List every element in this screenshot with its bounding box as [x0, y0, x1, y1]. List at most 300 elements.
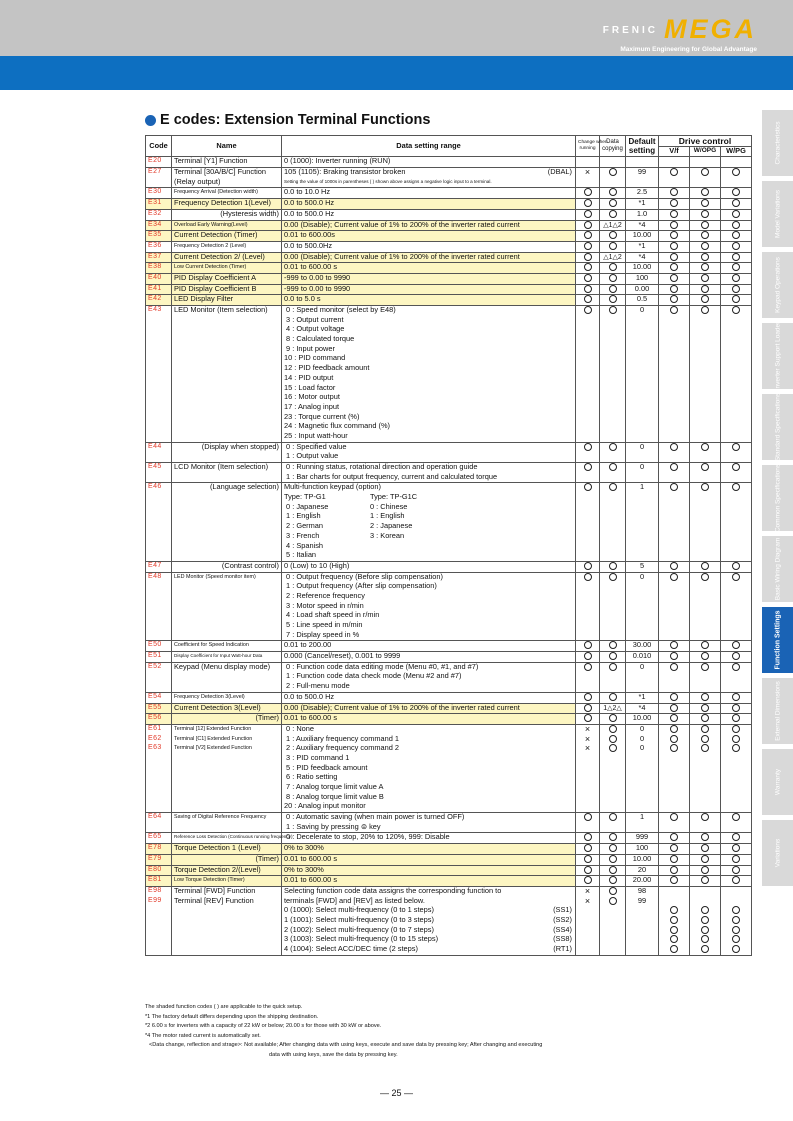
copy-cell: [600, 188, 626, 199]
sidebar-tab[interactable]: Keypad Operations: [762, 252, 793, 318]
drive-cell: [721, 295, 752, 306]
copy-cell: [600, 906, 626, 916]
circle-icon: [584, 483, 592, 491]
circle-icon: [732, 641, 740, 649]
circle-icon: [670, 199, 678, 207]
table-row: [146, 483, 752, 493]
default-cell: [626, 926, 659, 936]
copy-cell: [600, 403, 626, 413]
default-cell: [626, 631, 659, 641]
default-cell: [626, 542, 659, 552]
circle-icon: [584, 199, 592, 207]
name-cell: Current Detection 2/ (Level): [172, 252, 282, 263]
name-cell: (Relay output): [172, 178, 282, 188]
name-cell: [172, 432, 282, 442]
circle-icon: [670, 253, 678, 261]
change-cell: [576, 876, 600, 887]
circle-icon: [609, 199, 617, 207]
drive-cell: [659, 316, 690, 326]
sidebar-tab[interactable]: Common Specifications: [762, 465, 793, 531]
range-cell: 9 : Input power: [282, 345, 576, 355]
copy-cell: [600, 802, 626, 812]
tagline: Maximum Engineering for Global Advantage: [620, 46, 757, 53]
sidebar-tab[interactable]: Model Variations: [762, 181, 793, 247]
change-cell: [576, 682, 600, 692]
name-cell: [172, 422, 282, 432]
drive-cell: [690, 854, 721, 865]
drive-cell: [690, 295, 721, 306]
circle-icon: [732, 463, 740, 471]
page-number: — 25 —: [379, 1088, 413, 1098]
circle-icon: [701, 906, 709, 914]
drive-cell: [690, 662, 721, 672]
code-cell: [146, 611, 172, 621]
drive-cell: [721, 641, 752, 652]
drive-cell: [721, 364, 752, 374]
circle-icon: [584, 573, 592, 581]
change-cell: [576, 813, 600, 823]
drive-cell: [690, 393, 721, 403]
drive-cell: [690, 945, 721, 955]
col-wopg: W/OPG: [690, 146, 721, 157]
change-cell: [576, 662, 600, 672]
drive-cell: [690, 773, 721, 783]
code-cell: [146, 935, 172, 945]
copy-cell: [600, 813, 626, 823]
default-cell: [626, 602, 659, 612]
table-row: [146, 631, 752, 641]
default-cell: 999: [626, 833, 659, 844]
drive-cell: [690, 284, 721, 295]
default-cell: [626, 364, 659, 374]
change-cell: [576, 714, 600, 725]
copy-cell: [600, 284, 626, 295]
drive-cell: [690, 483, 721, 493]
copy-cell: [600, 631, 626, 641]
table-row: [146, 263, 752, 274]
range-cell: 12 : PID feedback amount: [282, 364, 576, 374]
name-cell: [172, 823, 282, 833]
circle-icon: [609, 813, 617, 821]
range-cell: Multi-function keypad (option): [282, 483, 576, 493]
name-cell: [172, 764, 282, 774]
circle-icon: [670, 714, 678, 722]
default-cell: 20: [626, 865, 659, 876]
copy-cell: [600, 662, 626, 672]
col-vf: V/f: [659, 146, 690, 157]
default-cell: [626, 611, 659, 621]
circle-icon: [732, 744, 740, 752]
table-row: [146, 403, 752, 413]
drive-cell: [721, 724, 752, 734]
change-cell: [576, 403, 600, 413]
table-row: [146, 532, 752, 542]
default-cell: 0: [626, 306, 659, 316]
copy-cell: [600, 926, 626, 936]
code-cell: E40: [146, 273, 172, 284]
drive-cell: [721, 345, 752, 355]
default-cell: *1: [626, 199, 659, 210]
default-cell: *1: [626, 241, 659, 252]
change-cell: [576, 572, 600, 582]
circle-icon: [732, 866, 740, 874]
circle-icon: [609, 844, 617, 852]
table-row: [146, 442, 752, 452]
circle-icon: [670, 285, 678, 293]
drive-cell: [690, 241, 721, 252]
drive-cell: [690, 641, 721, 652]
table-row: [146, 844, 752, 855]
change-cell: [576, 744, 600, 754]
circle-icon: [584, 562, 592, 570]
drive-cell: [721, 692, 752, 703]
code-cell: E51: [146, 652, 172, 663]
copy-cell: [600, 231, 626, 242]
default-cell: 5: [626, 561, 659, 572]
circle-icon: [701, 735, 709, 743]
copy-cell: [600, 209, 626, 220]
name-cell: [172, 802, 282, 812]
circle-icon: [732, 285, 740, 293]
copy-cell: [600, 463, 626, 473]
change-cell: [576, 241, 600, 252]
circle-icon: [701, 168, 709, 176]
drive-cell: [721, 611, 752, 621]
code-cell: [146, 354, 172, 364]
drive-cell: [659, 876, 690, 887]
code-cell: [146, 631, 172, 641]
drive-cell: [721, 284, 752, 295]
circle-icon: [701, 866, 709, 874]
change-cell: [576, 926, 600, 936]
circle-icon: [670, 210, 678, 218]
code-cell: E38: [146, 263, 172, 274]
change-cell: [576, 325, 600, 335]
circle-icon: [701, 562, 709, 570]
cross-icon: ×: [584, 167, 591, 178]
drive-cell: [721, 188, 752, 199]
copy-cell: [600, 652, 626, 663]
change-cell: [576, 374, 600, 384]
name-cell: [172, 783, 282, 793]
default-cell: [626, 823, 659, 833]
code-cell: E27: [146, 168, 172, 178]
copy-cell: [600, 422, 626, 432]
drive-cell: [721, 325, 752, 335]
drive-cell: [690, 621, 721, 631]
name-cell: LCD Monitor (Item selection): [172, 463, 282, 473]
copy-cell: [600, 522, 626, 532]
code-cell: [146, 393, 172, 403]
drive-cell: [690, 754, 721, 764]
circle-icon: [701, 443, 709, 451]
drive-cell: [659, 220, 690, 231]
drive-cell: [659, 263, 690, 274]
name-cell: [172, 413, 282, 423]
default-cell: [626, 783, 659, 793]
range-cell: 105 (1105): Braking transistor broken (DBAL): [282, 168, 576, 178]
circle-icon: [732, 735, 740, 743]
code-cell: E35: [146, 231, 172, 242]
drive-cell: [659, 802, 690, 812]
code-cell: [146, 754, 172, 764]
change-cell: [576, 783, 600, 793]
code-cell: [146, 512, 172, 522]
copy-cell: [600, 413, 626, 423]
drive-cell: [690, 168, 721, 178]
code-cell: [146, 325, 172, 335]
circle-icon: [701, 813, 709, 821]
drive-cell: [659, 295, 690, 306]
copy-cell: [600, 724, 626, 734]
table-row: [146, 473, 752, 483]
drive-cell: [721, 442, 752, 452]
change-cell: [576, 463, 600, 473]
default-cell: [626, 802, 659, 812]
drive-cell: [721, 231, 752, 242]
range-cell: terminals [FWD] and [REV] as listed below.: [282, 897, 576, 907]
change-cell: [576, 168, 600, 178]
sidebar-tab[interactable]: Basic Wiring Diagram: [762, 536, 793, 602]
table-row: [146, 354, 752, 364]
change-cell: [576, 284, 600, 295]
copy-cell: [600, 823, 626, 833]
default-cell: 1.0: [626, 209, 659, 220]
circle-icon: [701, 483, 709, 491]
circle-icon: [609, 887, 617, 895]
circle-icon: [670, 221, 678, 229]
change-cell: [576, 641, 600, 652]
sidebar-tab[interactable]: Function Settings: [762, 607, 793, 673]
table-row: [146, 551, 752, 561]
name-cell: [172, 906, 282, 916]
drive-cell: [659, 714, 690, 725]
circle-icon: [584, 221, 592, 229]
range-cell: 1 : English 1 : English: [282, 512, 576, 522]
name-cell: [172, 384, 282, 394]
circle-icon: [609, 306, 617, 314]
default-cell: [626, 764, 659, 774]
change-cell: [576, 364, 600, 374]
range-cell: 0.00 (Disable); Current value of 1% to 200% of the inverter rated current: [282, 220, 576, 231]
circle-icon: [701, 242, 709, 250]
code-cell: E56: [146, 714, 172, 725]
default-cell: [626, 325, 659, 335]
name-cell: PID Display Coefficient A: [172, 273, 282, 284]
change-cell: [576, 199, 600, 210]
default-cell: [626, 512, 659, 522]
circle-icon: [584, 663, 592, 671]
drive-cell: [721, 886, 752, 896]
name-cell: [172, 393, 282, 403]
code-cell: [146, 823, 172, 833]
default-cell: [626, 793, 659, 803]
drive-cell: [659, 754, 690, 764]
name-cell: [172, 621, 282, 631]
drive-cell: [721, 532, 752, 542]
brand-small: FRENIC: [602, 25, 658, 36]
sidebar-tab[interactable]: Standard Specifications: [762, 394, 793, 460]
drive-cell: [721, 561, 752, 572]
drive-cell: [659, 935, 690, 945]
circle-icon: [584, 306, 592, 314]
circle-icon: [670, 274, 678, 282]
circle-icon: [732, 168, 740, 176]
sidebar-tab[interactable]: Warranty: [762, 749, 793, 815]
drive-cell: [659, 413, 690, 423]
drive-cell: [659, 393, 690, 403]
code-cell: [146, 403, 172, 413]
name-cell: Current Detection (Timer): [172, 231, 282, 242]
sidebar-tab[interactable]: External Dimensions: [762, 678, 793, 744]
circle-icon: [701, 714, 709, 722]
copy-cell: [600, 493, 626, 503]
drive-cell: [721, 764, 752, 774]
drive-cell: [690, 273, 721, 284]
circle-icon: [584, 704, 592, 712]
change-cell: [576, 231, 600, 242]
change-cell: [576, 316, 600, 326]
code-cell: [146, 316, 172, 326]
code-cell: E64: [146, 813, 172, 823]
drive-cell: [721, 592, 752, 602]
table-row: [146, 714, 752, 725]
copy-cell: [600, 252, 626, 263]
range-cell: 14 : PID output: [282, 374, 576, 384]
change-cell: [576, 335, 600, 345]
change-cell: [576, 452, 600, 462]
circle-icon: [732, 725, 740, 733]
circle-icon: [584, 263, 592, 271]
table-row: [146, 241, 752, 252]
name-cell: [172, 473, 282, 483]
copy-cell: [600, 335, 626, 345]
code-cell: [146, 602, 172, 612]
name-cell: [172, 631, 282, 641]
name-cell: Saving of Digital Reference Frequency: [172, 813, 282, 823]
range-cell: 1 : Function code data check mode (Menu #2 and #7): [282, 672, 576, 682]
drive-cell: [690, 744, 721, 754]
default-cell: [626, 493, 659, 503]
code-cell: E47: [146, 561, 172, 572]
default-cell: 2.5: [626, 188, 659, 199]
name-cell: [172, 592, 282, 602]
code-cell: E20: [146, 157, 172, 168]
table-row: [146, 754, 752, 764]
drive-cell: [721, 652, 752, 663]
sidebar-tab[interactable]: Inverter Support Loader: [762, 323, 793, 389]
drive-cell: [690, 532, 721, 542]
default-cell: [626, 621, 659, 631]
drive-cell: [659, 157, 690, 168]
footnote: *1 The factory default differs depending upon the shipping destination.: [145, 1013, 319, 1020]
table-row: [146, 906, 752, 916]
circle-icon: [701, 876, 709, 884]
drive-cell: [690, 582, 721, 592]
change-cell: [576, 493, 600, 503]
default-cell: [626, 551, 659, 561]
code-cell: E52: [146, 662, 172, 672]
code-cell: E34: [146, 220, 172, 231]
drive-cell: [721, 682, 752, 692]
circle-icon: [609, 714, 617, 722]
table-row: [146, 916, 752, 926]
default-cell: 0: [626, 744, 659, 754]
circle-icon: [732, 274, 740, 282]
table-row: [146, 413, 752, 423]
circle-icon: [670, 813, 678, 821]
drive-cell: [659, 199, 690, 210]
default-cell: [626, 522, 659, 532]
circle-icon: [670, 463, 678, 471]
range-cell: 0.0 to 10.0 Hz: [282, 188, 576, 199]
code-cell: [146, 473, 172, 483]
table-row: [146, 231, 752, 242]
name-cell: LED Display Filter: [172, 295, 282, 306]
change-cell: [576, 561, 600, 572]
name-cell: [172, 452, 282, 462]
range-cell: 0.0 to 5.0 s: [282, 295, 576, 306]
copy-cell: [600, 354, 626, 364]
circle-icon: [732, 306, 740, 314]
circle-icon: [732, 242, 740, 250]
circle-icon: [701, 652, 709, 660]
drive-cell: [659, 764, 690, 774]
range-cell: 25 : Input watt-hour: [282, 432, 576, 442]
circle-icon: [670, 663, 678, 671]
circle-icon: [732, 573, 740, 581]
table-row: [146, 945, 752, 955]
footnotes: [145, 1003, 755, 1060]
code-cell: [146, 493, 172, 503]
circle-icon: [584, 210, 592, 218]
name-cell: [172, 582, 282, 592]
code-cell: [146, 335, 172, 345]
default-cell: *4: [626, 703, 659, 714]
drive-cell: [690, 906, 721, 916]
circle-icon: [732, 926, 740, 934]
table-row: [146, 374, 752, 384]
circle-icon: [732, 263, 740, 271]
name-cell: (Timer): [172, 714, 282, 725]
table-row: [146, 432, 752, 442]
default-cell: 0: [626, 442, 659, 452]
circle-icon: [670, 704, 678, 712]
copy-cell: [600, 295, 626, 306]
name-cell: [172, 503, 282, 513]
circle-icon: [701, 744, 709, 752]
drive-cell: [721, 703, 752, 714]
default-cell: 10.00: [626, 714, 659, 725]
circle-icon: [701, 641, 709, 649]
circle-icon: [732, 483, 740, 491]
default-cell: [626, 393, 659, 403]
sidebar-tab[interactable]: Variations: [762, 820, 793, 886]
drive-cell: [721, 393, 752, 403]
drive-cell: [659, 692, 690, 703]
drive-cell: [659, 374, 690, 384]
footnote: *4 The motor rated current is automatically set.: [145, 1032, 261, 1039]
sidebar-tab[interactable]: Characteristics: [762, 110, 793, 176]
drive-cell: [659, 844, 690, 855]
drive-cell: [721, 662, 752, 672]
default-cell: [626, 503, 659, 513]
table-row: [146, 724, 752, 734]
table-row: [146, 802, 752, 812]
table-row: [146, 325, 752, 335]
circle-icon: [670, 866, 678, 874]
change-cell: [576, 703, 600, 714]
